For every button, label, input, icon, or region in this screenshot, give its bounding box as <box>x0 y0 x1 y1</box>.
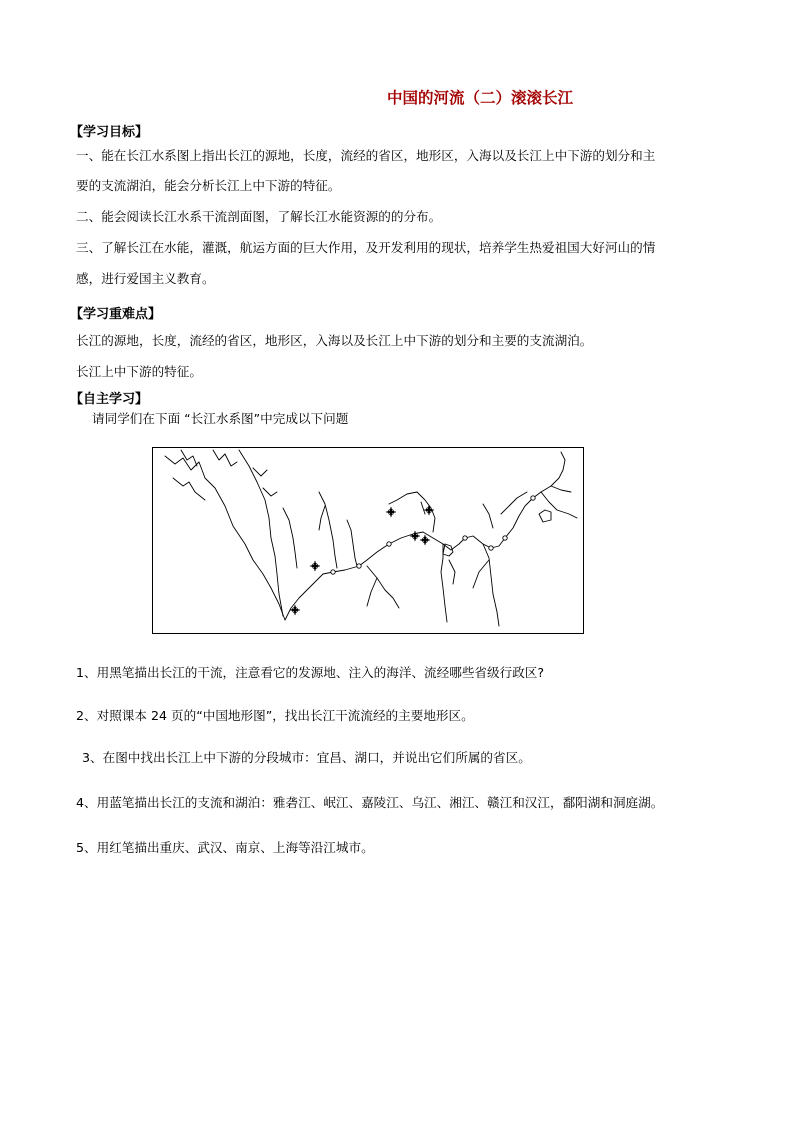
city-marker <box>331 570 335 574</box>
goals-line-1: 一、能在长江水系图上指出长江的源地，长度，流经的省区，地形区，入海以及长江上中下游的划分和主 <box>76 148 656 163</box>
river-line <box>441 544 447 622</box>
key-line-1: 长江的源地，长度，流经的省区，地形区，入海以及长江上中下游的划分和主要的支流湖泊。 <box>76 333 593 348</box>
hydropower-star-icon <box>290 605 300 615</box>
city-marker <box>357 564 361 568</box>
yangtze-river-map <box>152 447 584 634</box>
river-line <box>253 468 267 476</box>
city-marker <box>387 542 391 546</box>
key-line-2: 长江上中下游的特征。 <box>76 364 202 379</box>
hydropower-star-icon <box>424 505 434 515</box>
question-2: 2、对照课本 24 页的“中国地形图”，找出长江干流流经的主要地形区。 <box>76 708 474 723</box>
question-4: 4、用蓝笔描出长江的支流和湖泊：雅砻江、岷江、嘉陵江、乌江、湘江、赣江和汉江，鄱阳湖和洞庭湖。 <box>76 795 664 810</box>
goals-line-4: 三、了解长江在水能，灌溉，航运方面的巨大作用，及开发利用的现状，培养学生热爱祖国大好河山的情 <box>76 240 656 255</box>
hydropower-star-icon <box>310 561 320 571</box>
goals-heading: 【学习目标】 <box>70 125 149 140</box>
river-line <box>551 486 571 492</box>
river-line <box>165 456 285 620</box>
river-line <box>213 450 237 466</box>
lake-outline <box>539 510 551 522</box>
river-line <box>347 520 357 566</box>
river-line <box>173 478 205 500</box>
goals-line-3: 二、能会阅读长江水系干流剖面图，了解长江水能资源的的分布。 <box>76 209 442 224</box>
river-line <box>501 492 527 514</box>
river-line <box>283 508 297 568</box>
question-3: 3、在图中找出长江上中下游的分段城市：宜昌、湖口，并说出它们所属的省区。 <box>82 750 531 765</box>
river-line <box>367 566 399 608</box>
question-5: 5、用红笔描出重庆、武汉、南京、上海等沿江城市。 <box>76 840 374 855</box>
river-line <box>319 492 337 568</box>
city-marker <box>463 536 467 540</box>
river-line <box>541 492 577 518</box>
river-line <box>483 544 499 626</box>
river-line <box>263 488 277 496</box>
river-line <box>449 560 455 584</box>
page-title: 中国的河流（二）滚滚长江 <box>386 88 573 107</box>
self-study-heading: 【自主学习】 <box>70 392 149 407</box>
city-marker <box>489 546 493 550</box>
river-line <box>367 578 377 606</box>
city-marker <box>531 496 535 500</box>
self-study-intro: 请同学们在下面 “长江水系图”中完成以下问题 <box>92 411 349 426</box>
hydropower-star-icon <box>386 507 396 517</box>
river-line <box>473 560 489 588</box>
goals-line-2: 要的支流湖泊，能会分析长江上中下游的特征。 <box>76 178 341 193</box>
river-line <box>421 502 425 514</box>
river-line <box>239 450 283 616</box>
river-line <box>319 506 325 530</box>
question-1: 1、用黑笔描出长江的干流，注意看它的发源地、注入的海洋、流经哪些省级行政区? <box>76 665 545 680</box>
hydropower-star-icon <box>420 535 430 545</box>
city-marker <box>503 536 507 540</box>
river-line <box>483 504 493 528</box>
key-heading: 【学习重难点】 <box>70 307 162 322</box>
goals-line-5: 感，进行爱国主义教育。 <box>76 271 215 286</box>
